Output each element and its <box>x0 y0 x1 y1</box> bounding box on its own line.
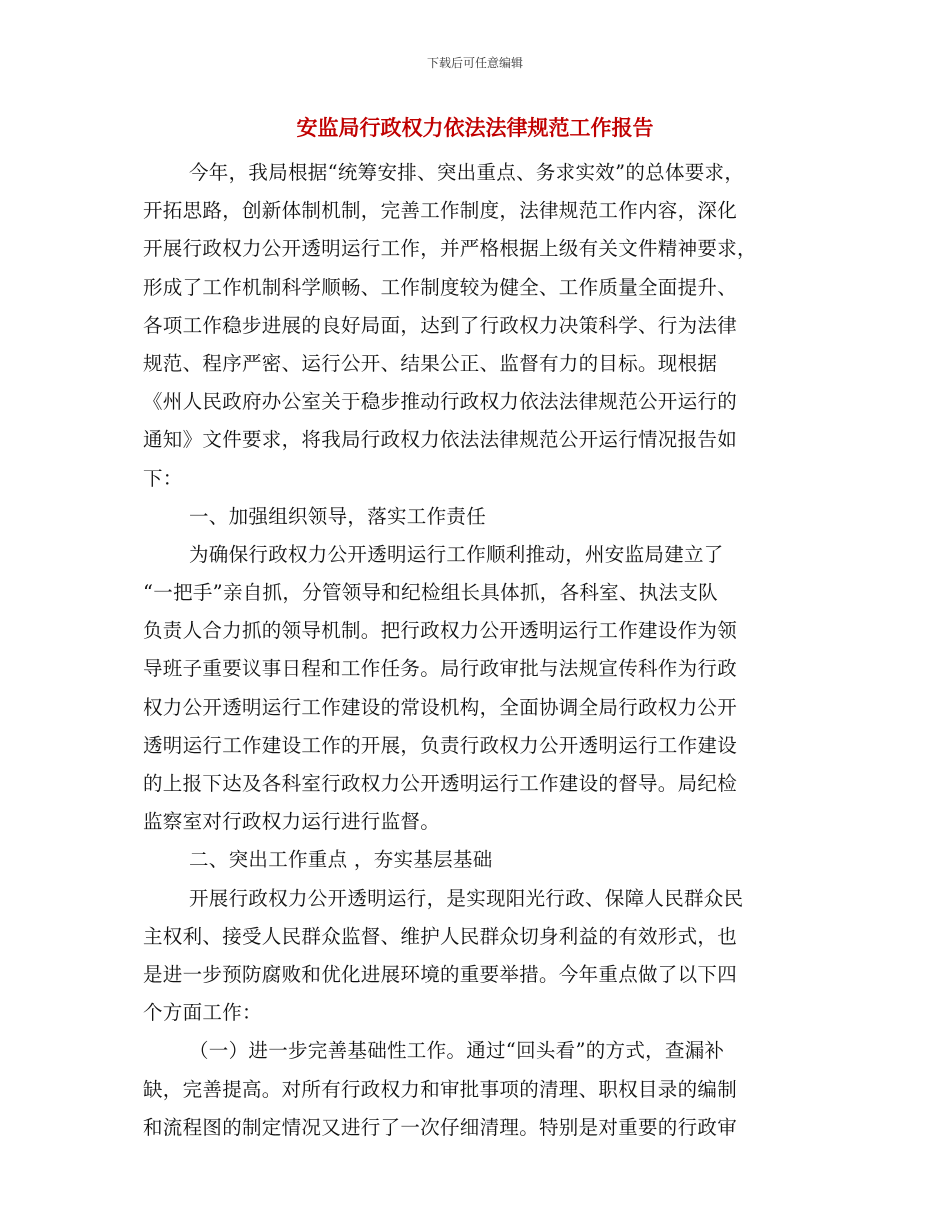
document-body <box>143 154 813 1147</box>
paragraph-line: 开展行政权力公开透明运行，是实现阳光行政、保障人民群众民 <box>189 886 744 910</box>
paragraph-line: 形成了工作机制科学顺畅、工作制度较为健全、工作质量全面提升、 <box>143 275 738 299</box>
paragraph-line: 的上报下达及各科室行政权力公开透明运行工作建设的督导。局纪检 <box>143 772 738 795</box>
paragraph-line: 和流程图的制定情况又进行了一次仔细清理。特别是对重要的行政审 <box>143 1115 738 1139</box>
paragraph-line: 一、加强组织领导，落实工作责任 <box>189 504 487 528</box>
paragraph-line: 监察室对行政权力运行进行监督。 <box>143 810 441 834</box>
paragraph-line: 各项工作稳步进展的良好局面，达到了行政权力决策科学、行为法律 <box>143 313 738 337</box>
paragraph-line: 透明运行工作建设工作的开展，负责行政权力公开透明运行工作建设 <box>143 733 738 757</box>
paragraph-line: 今年，我局根据“统筹安排、突出重点、务求实效”的总体要求， <box>189 161 745 184</box>
paragraph-line: 下： <box>143 466 183 490</box>
paragraph-line: 缺，完善提高。对所有行政权力和审批事项的清理、职权目录的编制 <box>143 1077 738 1101</box>
paragraph-line: （一）进一步完善基础性工作。通过“回头看”的方式，查漏补 <box>189 1039 725 1063</box>
paragraph-line: 负责人合力抓的领导机制。把行政权力公开透明运行工作建设作为领 <box>143 619 738 643</box>
paragraph-line: 开展行政权力公开透明运行工作，并严格根据上级有关文件精神要求， <box>143 237 757 261</box>
paragraph-line: 二、突出工作重点 ，夯实基层基础 <box>189 848 493 872</box>
header-note: 下载后可任意编辑 <box>426 56 523 70</box>
paragraph-line: 主权利、接受人民群众监督、维护人民群众切身利益的有效形式，也 <box>143 924 738 948</box>
document-title: 安监局行政权力依法法律规范工作报告 <box>296 115 654 140</box>
paragraph-line: 开拓思路，创新体制机制，完善工作制度，法律规范工作内容，深化 <box>143 199 738 223</box>
paragraph-line: 为确保行政权力公开透明运行工作顺利推动，州安监局建立了 <box>189 542 724 566</box>
paragraph-line: 个方面工作： <box>143 1001 262 1025</box>
paragraph-line: 《州人民政府办公室关于稳步推动行政权力依法法律规范公开运行的 <box>143 390 738 414</box>
paragraph-line: 通知》文件要求，将我局行政权力依法法律规范公开运行情况报告如 <box>143 428 738 452</box>
paragraph-line: 是进一步预防腐败和优化进展环境的重要举措。今年重点做了以下四 <box>143 962 738 986</box>
paragraph-line: “一把手”亲自抓，分管领导和纪检组长具体抓，各科室、执法支队 <box>143 581 718 605</box>
paragraph-line: 导班子重要议事日程和工作任务。局行政审批与法规宣传科作为行政 <box>143 657 738 681</box>
paragraph-line: 权力公开透明运行工作建设的常设机构，全面协调全局行政权力公开 <box>143 695 738 719</box>
paragraph-line: 规范、程序严密、运行公开、结果公正、监督有力的目标。现根据 <box>143 351 718 375</box>
